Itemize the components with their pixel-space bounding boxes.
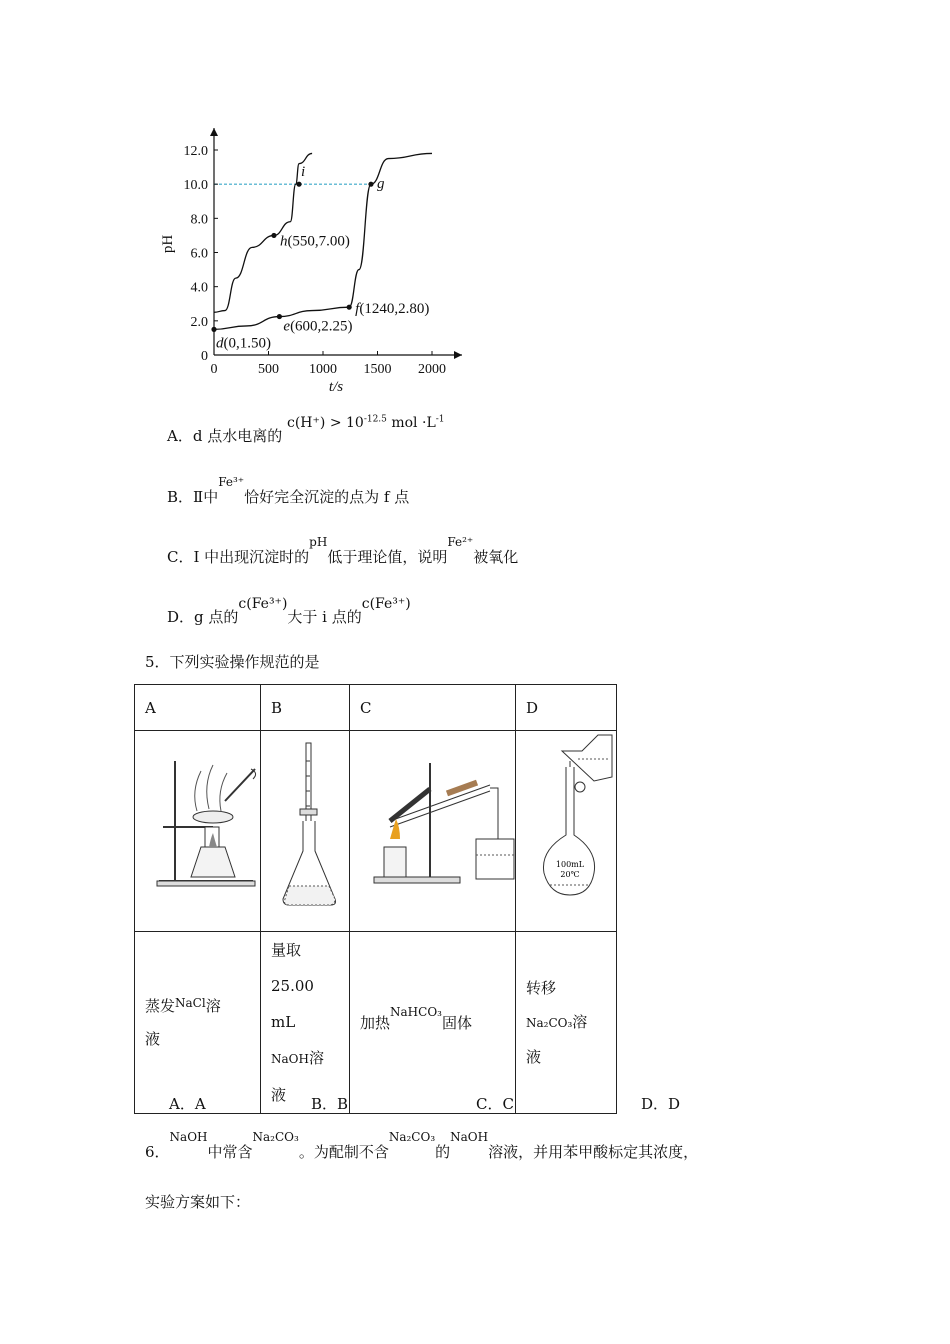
y-tick-label: 2.0 bbox=[190, 314, 208, 330]
image-row bbox=[135, 731, 617, 932]
q5-option-c: C．C bbox=[476, 1095, 514, 1113]
q6-stem-line2: 实验方案如下： bbox=[145, 1193, 251, 1211]
caption-row bbox=[135, 932, 617, 1114]
x-axis-arrow bbox=[454, 351, 462, 359]
option-b-suffix: 恰好完全沉淀的点为 f 点 bbox=[244, 488, 410, 506]
point-marker bbox=[296, 182, 301, 187]
point-label: h(550,7.00) bbox=[279, 233, 350, 250]
option-c-suffix: 被氧化 bbox=[473, 548, 519, 566]
flask-temp-label: 20℃ bbox=[560, 870, 580, 879]
point-label: f(1240,2.80) bbox=[355, 301, 430, 318]
q4-option-c bbox=[167, 530, 519, 566]
y-tick-label: 0 bbox=[201, 349, 208, 364]
y-tick-label: 4.0 bbox=[190, 280, 208, 296]
q5-option-d: D．D bbox=[641, 1095, 681, 1113]
q4-option-a bbox=[167, 409, 445, 445]
point-marker bbox=[277, 314, 282, 319]
point-label: g bbox=[376, 176, 385, 193]
q6-stem-line1: 6．NaOH中常含Na₂CO₃。为配制不含Na₂CO₃的NaOH溶液，并用苯甲酸标定其浓度， bbox=[145, 1130, 699, 1161]
ph-term: pH bbox=[309, 535, 328, 549]
ion-fe3: Fe³⁺ bbox=[218, 475, 245, 489]
q4-option-d bbox=[167, 590, 411, 626]
point-marker bbox=[347, 305, 352, 310]
evaporation-apparatus bbox=[135, 731, 261, 932]
y-tick-label: 10.0 bbox=[183, 178, 208, 194]
chart-points bbox=[211, 164, 429, 351]
point-label: e(600,2.25) bbox=[283, 318, 353, 335]
point-label: d(0,1.50) bbox=[216, 335, 271, 352]
point-marker bbox=[211, 327, 216, 332]
option-d-prefix: D．g 点的 bbox=[167, 608, 239, 626]
x-tick-label: 500 bbox=[258, 362, 279, 377]
header-b: B bbox=[261, 685, 350, 731]
option-a-expression: $c(H^+) > 10^{-12.5}$ mol $\cdot L^{-1}$ bbox=[287, 414, 445, 431]
heating-tube-apparatus bbox=[350, 731, 516, 932]
y-axis-label: pH bbox=[160, 234, 176, 254]
q5-stem: 5．下列实验操作规范的是 bbox=[145, 653, 320, 671]
point-label: i bbox=[301, 164, 306, 181]
caption-b: 量取 25.00 mL NaOH溶 液 bbox=[261, 932, 350, 1114]
q4-option-b bbox=[167, 470, 410, 506]
caption-a: 蒸发$^{NaCl}$溶 液 bbox=[135, 932, 261, 1114]
option-a-prefix: A．d 点水电离的 bbox=[167, 427, 283, 445]
flask-volume-label: 100mL bbox=[555, 860, 585, 869]
caption-c: 加热$^{NaHCO_3}$固体 bbox=[350, 932, 516, 1114]
ion-fe2: Fe²⁺ bbox=[447, 535, 474, 549]
x-tick-label: 1000 bbox=[309, 362, 337, 377]
y-tick-label: 6.0 bbox=[190, 246, 208, 262]
option-c-mid: 低于理论值，说明 bbox=[327, 548, 448, 566]
ph-time-chart bbox=[150, 118, 470, 398]
volumetric-flask-apparatus bbox=[516, 731, 617, 932]
expr-c-fe3-i: c(Fe³⁺) bbox=[361, 596, 411, 612]
header-row bbox=[135, 685, 617, 731]
caption-d: 转移 Na₂CO₃溶 液 bbox=[516, 932, 617, 1114]
burette-flask-apparatus bbox=[261, 731, 350, 932]
x-tick-label: 0 bbox=[210, 362, 218, 377]
option-c-prefix: C．I 中出现沉淀时的 bbox=[167, 548, 310, 566]
q5-table bbox=[134, 684, 617, 1114]
header-a: A bbox=[135, 685, 261, 731]
point-marker bbox=[368, 182, 373, 187]
x-tick-label: 2000 bbox=[418, 362, 446, 377]
option-b-prefix: B．Ⅱ中 bbox=[167, 488, 219, 506]
y-tick-label: 12.0 bbox=[183, 144, 208, 159]
header-d: D bbox=[516, 685, 617, 731]
point-marker bbox=[271, 233, 276, 238]
q5-option-b: B．B bbox=[311, 1095, 349, 1113]
option-d-mid: 大于 i 点的 bbox=[287, 608, 362, 626]
x-axis-label: t/s bbox=[328, 379, 344, 395]
y-axis-arrow bbox=[210, 128, 218, 136]
x-tick-label: 1500 bbox=[363, 362, 392, 377]
header-c: C bbox=[350, 685, 516, 731]
expr-c-fe3-g: c(Fe³⁺) bbox=[238, 596, 288, 612]
q5-option-a: A．A bbox=[169, 1095, 206, 1113]
y-tick-label: 8.0 bbox=[190, 212, 208, 228]
